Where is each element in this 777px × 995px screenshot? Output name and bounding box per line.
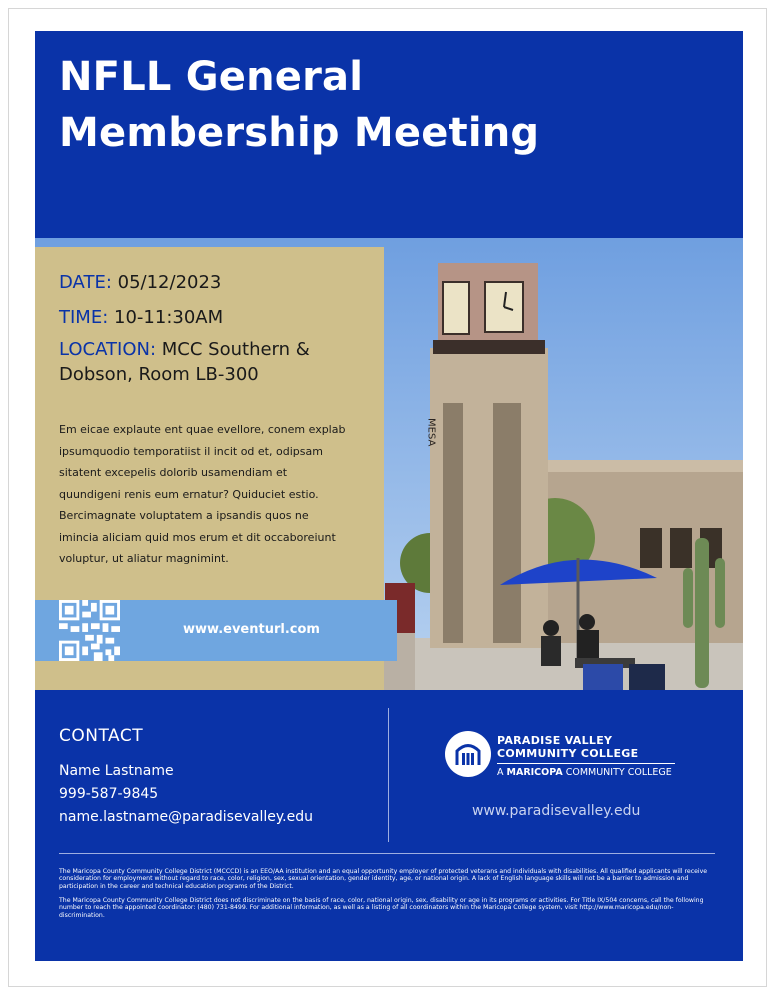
footer-horizontal-divider [59, 853, 715, 854]
legal-notice-1: The Maricopa County Community College District (MCCCD) is an EEO/AA institution and an equal opportunity employer of protected veterans and individuals with disabilities. All qualified applicants will receive consideration for employment without regard to race, color, religion, sex, sexual orientation, gender identity, age, or national origin. A lack of English language skills will not be a barrier to admission and participation in the career and technical education programs of the District. [59, 868, 708, 890]
college-name-line-1: PARADISE VALLEY [497, 734, 613, 747]
legal-notice-2: The Maricopa County Community College District does not discriminate on the basis of race, color, national origin, sex, disability or age in its programs or activities. For Title IX/504 concerns, call the following number to reach the appointed coordinator: (480) 731-8499. For additional information, as well as a listing of all coordinators within the Maricopa College system, visit http://www.maricopa.edu/non-discrimination. [59, 897, 704, 919]
college-logo [445, 731, 685, 783]
event-url-link[interactable]: www.eventurl.com [183, 622, 320, 637]
title-line-2: Membership Meeting [59, 110, 540, 156]
college-tagline: A MARICOPA COMMUNITY COLLEGE [497, 767, 672, 778]
college-name-line-2: COMMUNITY COLLEGE [497, 747, 639, 760]
time-label: TIME: [59, 307, 109, 328]
location-value-line-1: MCC Southern & [161, 339, 310, 360]
date-value: 05/12/2023 [117, 272, 222, 293]
college-emblem-icon [445, 731, 491, 777]
tower-sign-text: MESA [425, 418, 437, 447]
contact-heading: CONTACT [59, 726, 144, 746]
event-description: Em eicae explaute ent quae evellore, conem explab ipsumquodio temporatiist il incit od et, odipsam sitatent excepelis dolorib usamendiam et quundigeni renis eum ernatur? Quiduciet estio. Bercimagnate voluptatem a ipsandis quos ne imincia aliciam quid mos erum et dit occaboreiunt voluptur, ut aliatur magnimint. [59, 423, 346, 565]
time-value: 10-11:30AM [114, 307, 224, 328]
contact-phone[interactable]: 999-587-9845 [59, 786, 159, 802]
contact-name: Name Lastname [59, 763, 174, 779]
qr-code-icon[interactable] [59, 600, 120, 661]
time-line [59, 305, 223, 330]
contact-email[interactable]: name.lastname@paradisevalley.edu [59, 809, 313, 825]
page-title [59, 49, 539, 161]
location-label: LOCATION: [59, 339, 157, 360]
college-url-link[interactable]: www.paradisevalley.edu [472, 803, 641, 819]
flyer [35, 31, 743, 961]
location-line [59, 337, 310, 387]
logo-rule [497, 763, 675, 764]
title-line-1: NFLL General [59, 54, 364, 100]
footer-vertical-divider [388, 708, 389, 842]
event-url-band [35, 600, 397, 661]
date-label: DATE: [59, 272, 112, 293]
location-value-line-2: Dobson, Room LB-300 [59, 364, 259, 385]
date-line [59, 270, 221, 295]
